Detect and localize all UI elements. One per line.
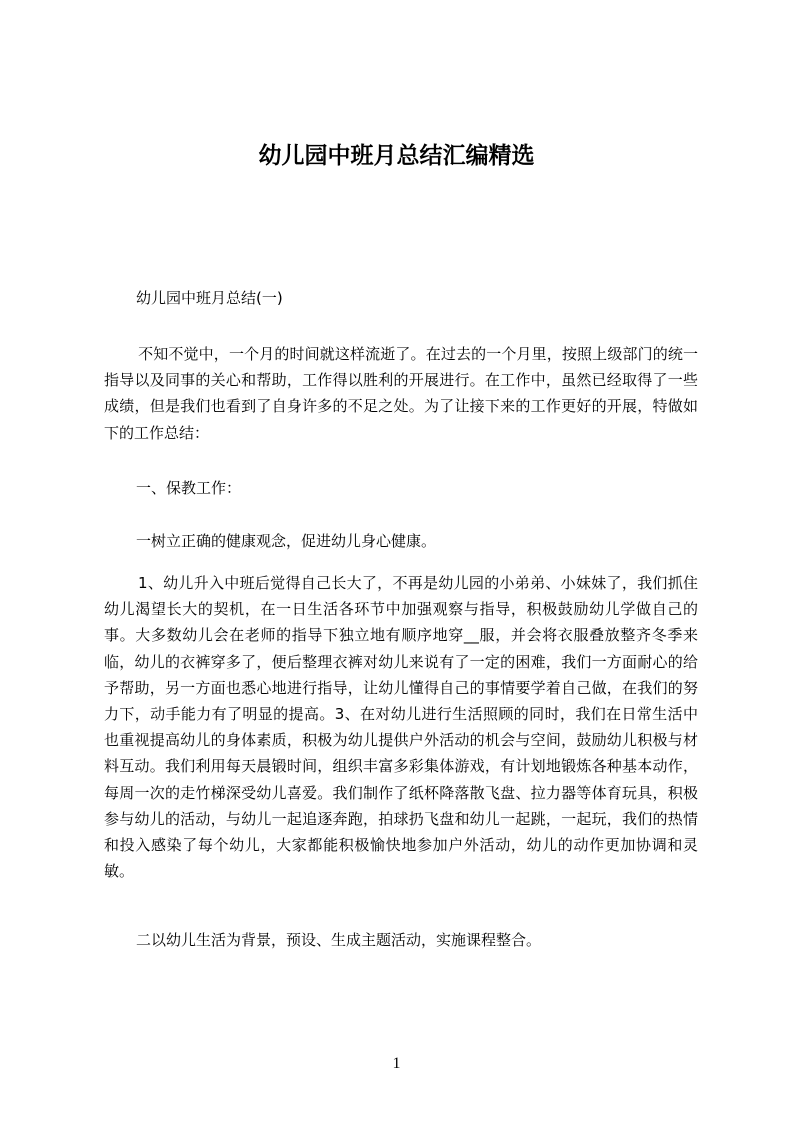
body-paragraph-health	[104, 570, 698, 884]
intro-paragraph	[104, 341, 698, 446]
page-number: 1	[392, 1055, 401, 1072]
section-title: 幼儿园中班月总结(一)	[136, 289, 283, 307]
body-text: 1、幼儿升入中班后觉得自己长大了，不再是幼儿园的小弟弟、小妹妹了，我们抓住幼儿渴望长大的契机，在一日生活各环节中加强观察与指导，积极鼓励幼儿学做自己的事。大多数幼儿会在老师的指导下独立地有顺序地穿__服，并会将衣服叠放整齐冬季来临，幼儿的衣裤穿多了，便后整理衣裤对幼儿来说有了一定的困难，我们一方面耐心的给予帮助，另一方面也悉心地进行指导，让幼儿懂得自己的事情要学着自己做，在我们的努力下，动手能力有了明显的提高。3、在对幼儿进行生活照顾的同时，我们在日常生活中也重视提高幼儿的身体素质，积极为幼儿提供户外活动的机会与空间，鼓励幼儿积极与材料互动。我们利用每天晨锻时间，组织丰富多彩集体游戏，有计划地锻炼各种基本动作，每周一次的走竹梯深受幼儿喜爱。我们制作了纸杯降落散飞盘、拉力器等体育玩具，积极参与幼儿的活动，与幼儿一起追逐奔跑，拍球扔飞盘和幼儿一起跳，一起玩，我们的热情和投入感染了每个幼儿，大家都能积极愉快地参加户外活动，幼儿的动作更加协调和灵敏。	[104, 574, 698, 881]
subheading-health-concept: 一树立正确的健康观念，促进幼儿身心健康。	[136, 532, 437, 550]
document-title: 幼儿园中班月总结汇编精选	[258, 143, 535, 169]
intro-text: 不知不觉中，一个月的时间就这样流逝了。在过去的一个月里，按照上级部门的统一指导以及同事的关心和帮助，工作得以胜利的开展进行。在工作中，虽然已经取得了一些成绩，但是我们也看到了自身许多的不足之处。为了让接下来的工作更好的开展，特做如下的工作总结：	[104, 345, 698, 442]
subheading-theme-activities: 二以幼儿生活为背景，预设、生成主题活动，实施课程整合。	[136, 931, 542, 949]
heading-childcare-work: 一、保教工作：	[136, 479, 242, 497]
